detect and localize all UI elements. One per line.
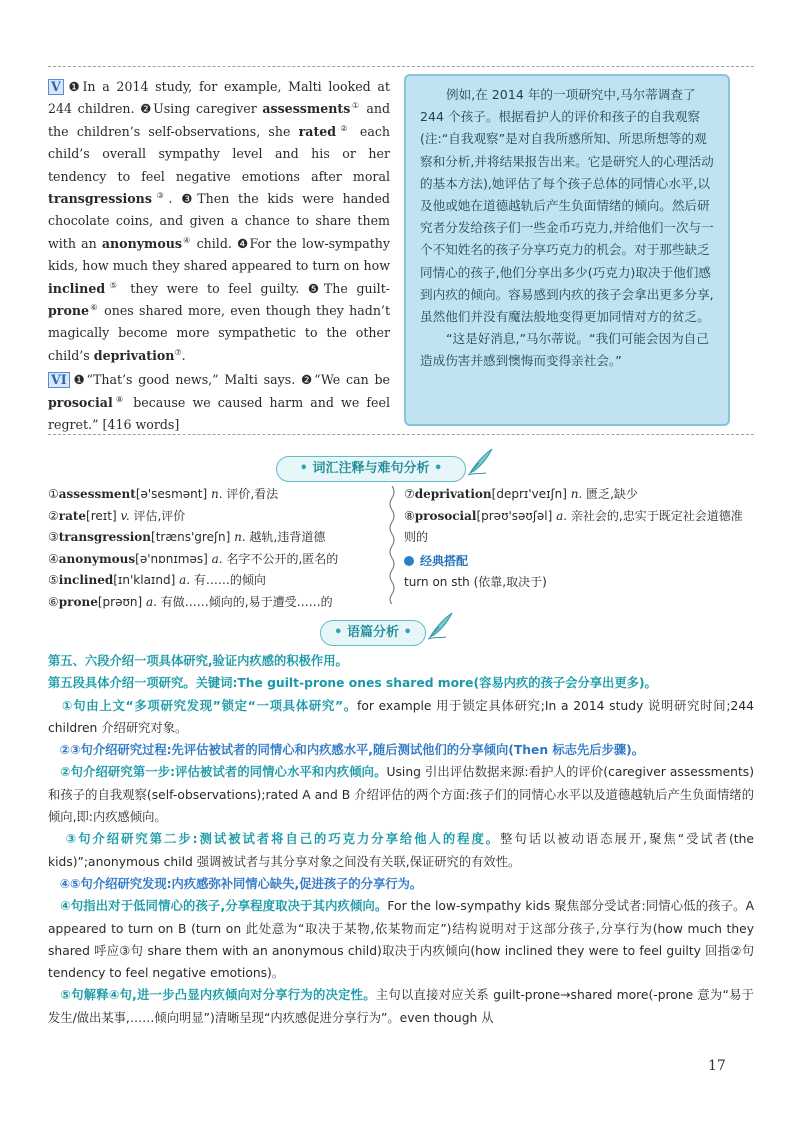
english-paragraph-6-text: ❶“That’s good news,” Malti says. ❷“We can be prosocial⑧ because we caused harm and we feel regret.” [416 words] bbox=[48, 372, 390, 433]
page-number: 17 bbox=[708, 1058, 726, 1074]
vocab-item: ⑦deprivation[deprɪ'veɪʃn] n. 匮乏,缺少 bbox=[404, 487, 638, 501]
translation-paragraph-2: “这是好消息,”马尔蒂说。“我们可能会因为自己造成伤害并感到懊悔而变得亲社会。” bbox=[420, 331, 709, 369]
vocab-section-title: 词汇注释与难句分析 bbox=[312, 461, 430, 476]
analysis-paragraph: ①句由上文“多项研究发现”锁定“一项具体研究”。for example 用于锁定具体研究;In a 2014 study 说明研究时间;244 children 介绍研究对象。 bbox=[48, 698, 754, 735]
english-paragraph-5-text: ❶In a 2014 study, for example, Malti looked at 244 children. ❷Using caregiver assessments① and the children’s self-observations, she rated② each child’s overall sympathy level and his or her tendency to feel negative emotions after moral transgressions③. ❸Then the kids were handed chocolate coins, and given a chance to share them with an anonymous④ child. ❹For the low-sympathy kids, how much they shared appeared to turn on how inclined⑤ they were to feel guilty. ❺The guilt-prone⑥ ones shared more, even though they hadn’t magically become more sympathetic to the other child’s deprivation⑦. bbox=[48, 79, 391, 363]
english-paragraph-6 bbox=[48, 369, 390, 436]
sentence-num: ❺ bbox=[307, 280, 324, 296]
sentence-num: ❹ bbox=[237, 235, 250, 251]
top-divider bbox=[48, 66, 754, 67]
translation-paragraph-1: 例如,在 2014 年的一项研究中,马尔蒂调查了 244 个孩子。根据看护人的评价和孩子的自我观察(注:“自我观察”是对自我所感所知、所思所想等的观察和分析,并将结果报告出来。它是研究人的心理活动的基本方法),她评估了每个孩子总体的同情心水平,以及他或她在道德越轨后产生负面情绪的倾向。然后研究者分发给孩子们一些金币巧克力,并给他们一次与一个不知姓名的孩子分享巧克力的机会。对于那些缺乏同情心的孩子,他们分享出多少(巧克力)取决于他们感到内疚的倾向。容易感到内疚的孩子会拿出更多分享,虽然他们并没有魔法般地变得更加同情对方的贫乏。 bbox=[420, 87, 714, 325]
analysis-section-title: 语篇分析 bbox=[346, 625, 399, 640]
vocab-item: ④anonymous[ə'nɒnɪməs] a. 名字不公开的,匿名的 bbox=[48, 551, 339, 566]
analysis-paragraph: 第五段具体介绍一项研究。关键词:The guilt-prone ones shared more(容易内疚的孩子会分享出更多)。 bbox=[48, 676, 657, 691]
english-paragraph-5 bbox=[48, 76, 390, 367]
sentence-num: ❷ bbox=[140, 101, 154, 117]
analysis-paragraph: ②③句介绍研究过程:先评估被试者的同情心和内疚感水平,随后测试他们的分享倾向(Then 标志先后步骤)。 bbox=[59, 743, 645, 758]
sentence-num: ❶ bbox=[71, 372, 87, 388]
bullet-dot-icon bbox=[404, 556, 414, 566]
vocab-list-left bbox=[48, 484, 384, 613]
analysis-paragraph: ④⑤句介绍研究发现:内疚感弥补同情心缺失,促进孩子的分享行为。 bbox=[59, 876, 423, 891]
collocation-heading: 经典搭配 bbox=[404, 551, 754, 573]
vocab-section-banner: • 词汇注释与难句分析 • bbox=[276, 456, 466, 482]
chinese-translation-box bbox=[404, 74, 730, 426]
vocab-item: ①assessment[ə'sesmənt] n. 评价,看法 bbox=[48, 487, 279, 501]
analysis-paragraph: 第五、六段介绍一项具体研究,验证内疚感的积极作用。 bbox=[48, 654, 348, 668]
wavy-column-divider bbox=[387, 486, 397, 604]
mid-divider bbox=[48, 434, 754, 435]
english-passage bbox=[48, 76, 390, 437]
analysis-paragraph: ④句指出对于低同情心的孩子,分享程度取决于其内疚倾向。For the low-sympathy kids 聚焦部分受试者:同情心低的孩子。A appeared to turn on B (turn on 此处意为“取决于某物,依某物而定”)结构说明对于这部分孩子,分享行为(how much they shared 呼应③句 share them with an anonymous child)取决于内疚倾向(how inclined they were to feel guilty 回指②句 tendency to feel negative emotions)。 bbox=[48, 899, 754, 981]
sentence-num: ❶ bbox=[65, 79, 83, 94]
vocab-list-right bbox=[404, 484, 754, 594]
sentence-num: ❸ bbox=[181, 191, 198, 207]
analysis-section-banner: • 语篇分析 • bbox=[320, 620, 426, 646]
collocation-item: turn on sth (依靠,取决于) bbox=[404, 575, 547, 589]
quill-pen-icon bbox=[426, 610, 454, 640]
paragraph-mark-5: V bbox=[48, 79, 64, 95]
vocab-item: ⑧prosocial[prəʊ'səʊʃəl] a. 亲社会的,忠实于既定社会道德准则的 bbox=[404, 508, 743, 544]
sentence-num: ❷ bbox=[301, 372, 315, 388]
quill-pen-icon bbox=[466, 446, 494, 476]
analysis-paragraph: ②句介绍研究第一步:评估被试者的同情心水平和内疚倾向。Using 引出评估数据来源:看护人的评价(caregiver assessments)和孩子的自我观察(self-observations);rated A and B 介绍评估的两个方面:孩子们的同情心水平以及道德越轨后产生负面情绪的倾向,即:内疚感倾向。 bbox=[48, 765, 754, 825]
analysis-text bbox=[48, 650, 754, 1029]
vocab-item: ②rate[reɪt] v. 评估,评价 bbox=[48, 508, 186, 523]
vocab-item: ③transgression[træns'greʃn] n. 越轨,违背道德 bbox=[48, 530, 326, 544]
vocab-item: ⑤inclined[ɪn'klaɪnd] a. 有……的倾向 bbox=[48, 573, 266, 587]
paragraph-mark-6: VI bbox=[48, 372, 70, 388]
analysis-paragraph: ③句介绍研究第二步:测试被试者将自己的巧克力分享给他人的程度。整句话以被动语态展开,聚焦“受试者(the kids)”;anonymous child 强调被试者与其分享对象之间没有关联,保证研究的有效性。 bbox=[48, 832, 754, 869]
vocab-item: ⑥prone[prəʊn] a. 有做……倾向的,易于遭受……的 bbox=[48, 594, 333, 609]
analysis-paragraph: ⑤句解释④句,进一步凸显内疚倾向对分享行为的决定性。主句以直接对应关系 guilt-prone→shared more(-prone 意为“易于发生/做出某事,……倾向明显”)清晰呈现“内疚感促进分享行为”。even though 从 bbox=[48, 988, 754, 1025]
